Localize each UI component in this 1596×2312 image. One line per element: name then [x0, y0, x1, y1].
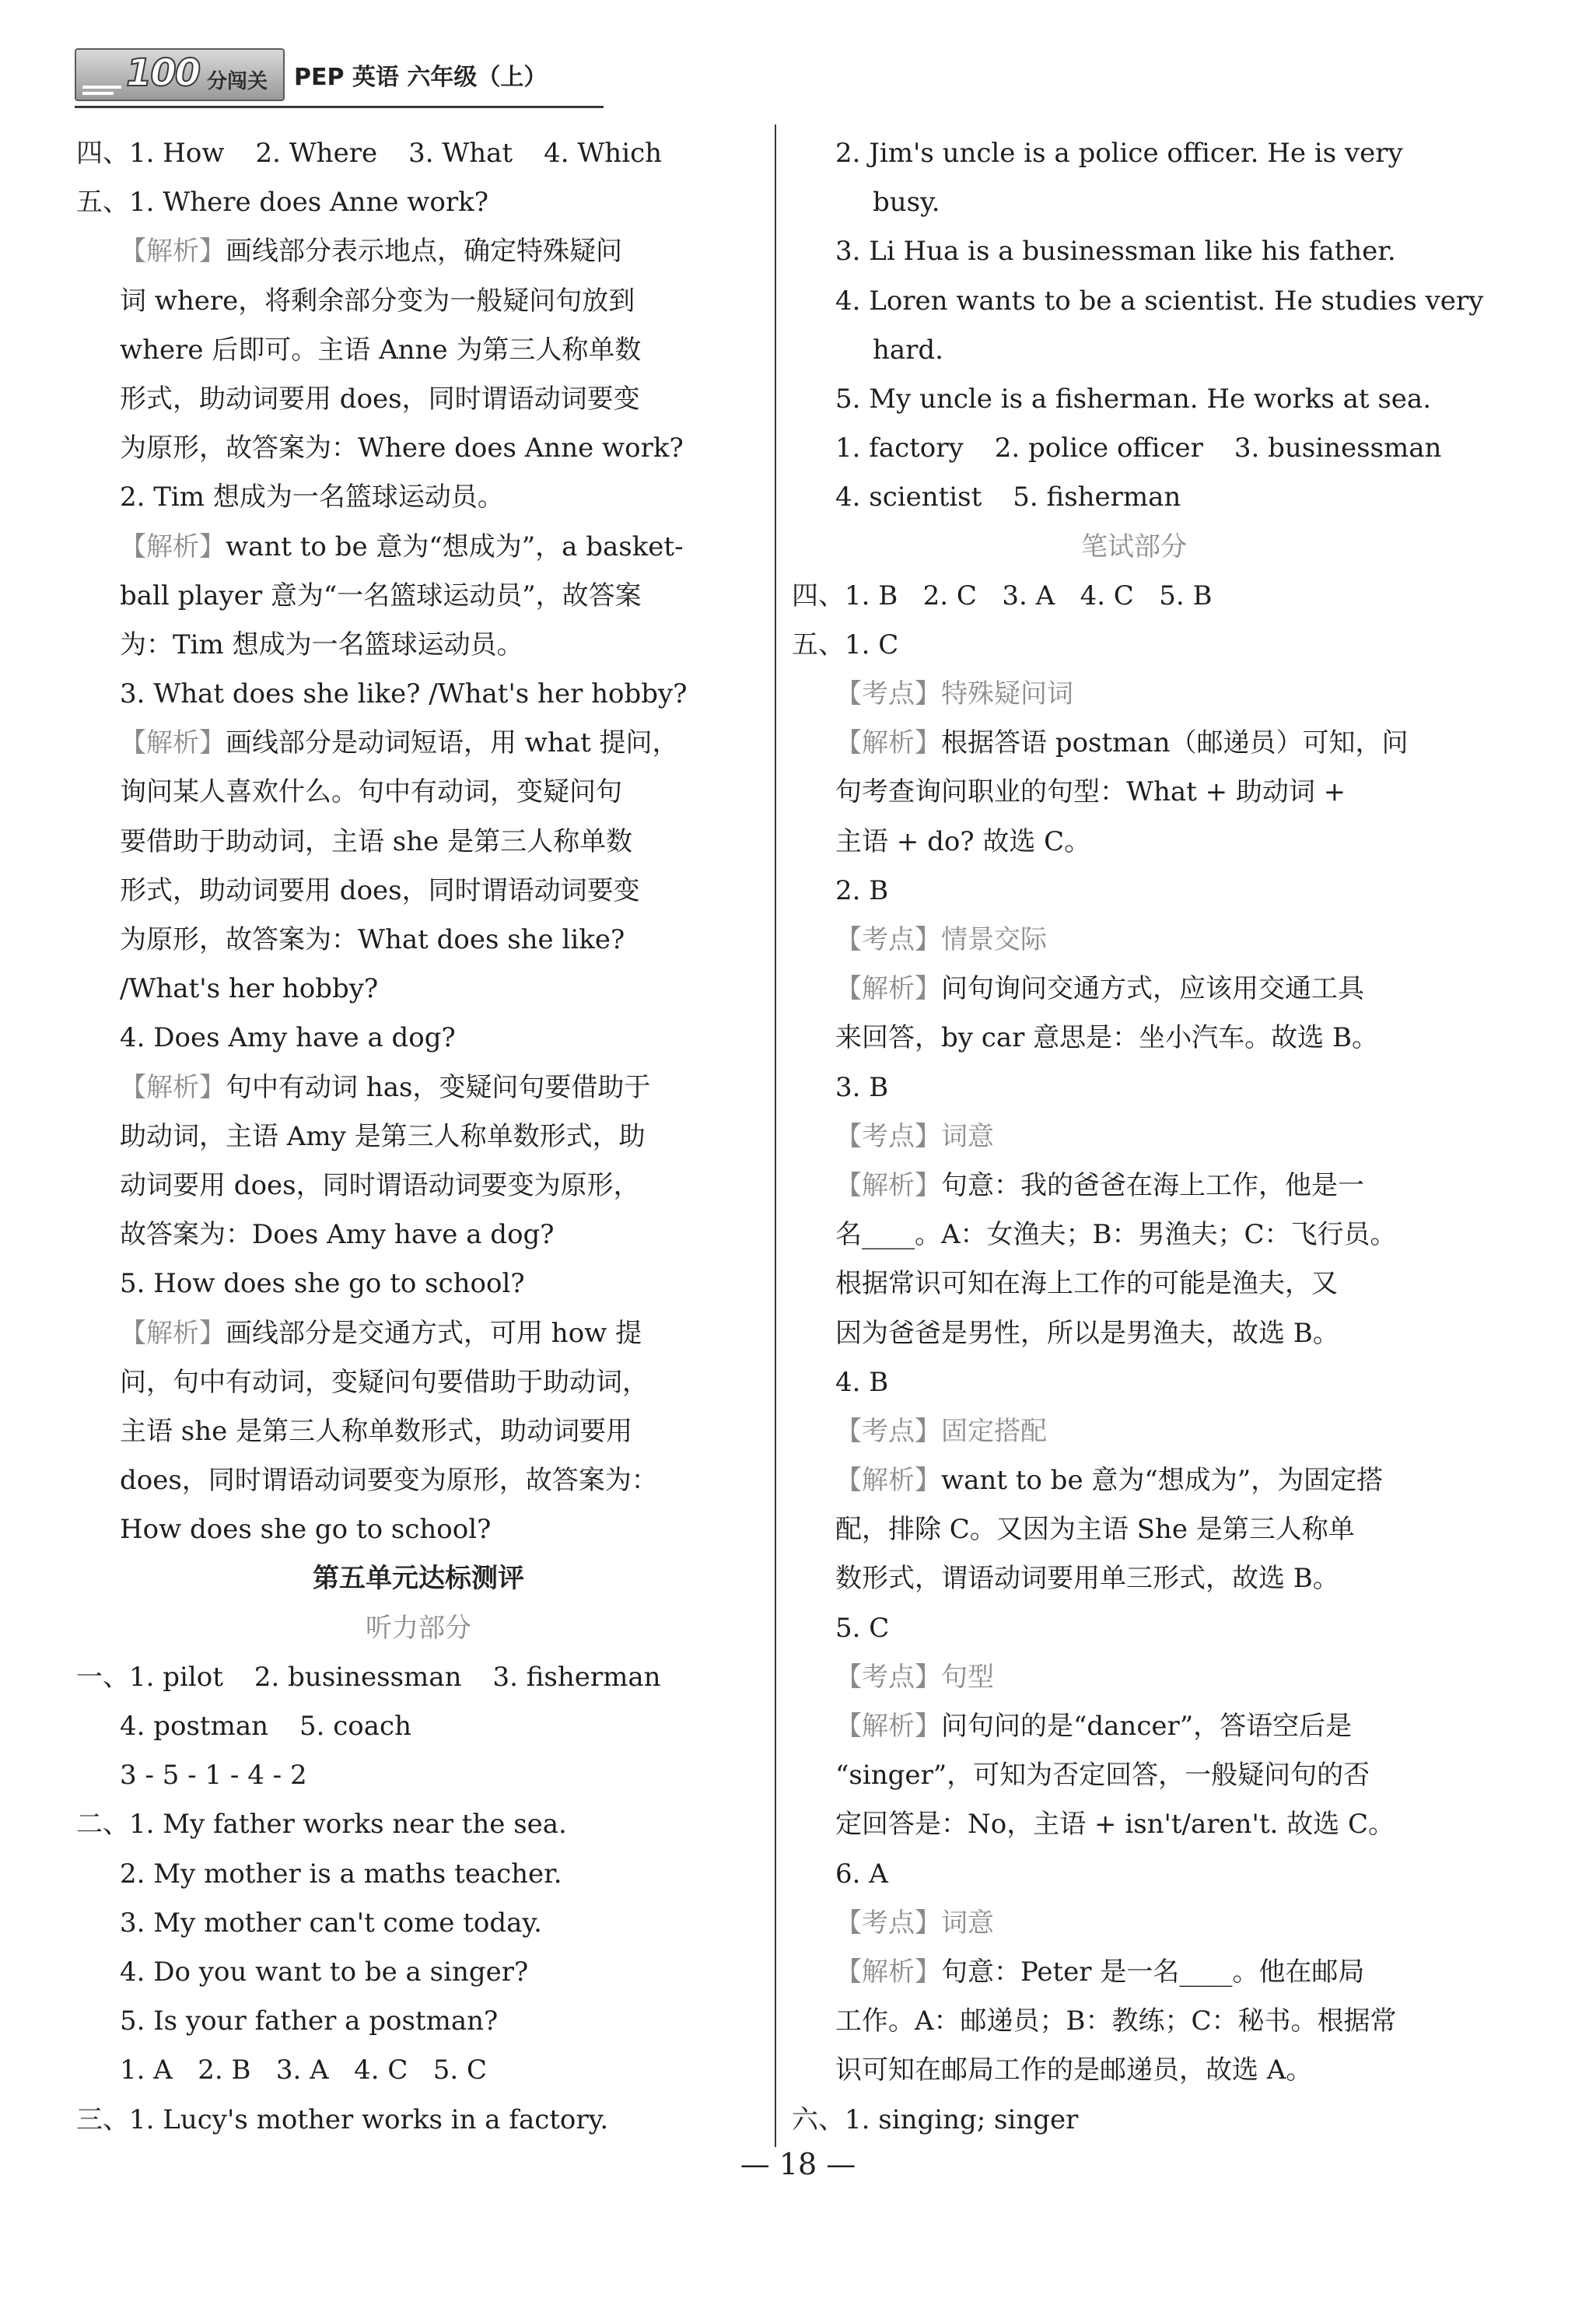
explanation-line: does，同时谓语动词要变为原形，故答案为： [120, 1465, 658, 1497]
explanation-line: where 后即可。主语 Anne 为第三人称单数 [120, 334, 642, 366]
explanation-line: 句考查询问职业的句型：What + 助动词 + [835, 776, 1346, 808]
answer-line: 4. Do you want to be a singer? [120, 1956, 529, 1988]
right-column [792, 129, 1484, 2145]
explanation-line: 识可知在邮局工作的是邮递员，故选 A。 [835, 2055, 1313, 2086]
column-divider [775, 124, 776, 2147]
explanation-line: 【解析】want to be 意为“想成为”，为固定搭 [835, 1465, 1384, 1497]
explanation-line: How does she go to school? [120, 1514, 492, 1546]
answer-line: busy. [873, 187, 940, 219]
explanation-line: 【解析】问句问的是“dancer”，答语空后是 [835, 1711, 1353, 1742]
answer-line: 3. What does she like? /What's her hobby? [120, 678, 688, 710]
answer-line: 5. Is your father a postman? [120, 2005, 499, 2037]
explanation-line: 形式，助动词要用 does，同时谓语动词要变 [120, 383, 640, 415]
explanation-line: 【解析】want to be 意为“想成为”，a basket- [120, 531, 684, 562]
exam-point-line: 【考点】特殊疑问词 [835, 678, 1073, 710]
explanation-line: 形式，助动词要用 does，同时谓语动词要变 [120, 874, 640, 906]
header-rule [75, 106, 604, 108]
answer-line: 5. How does she go to school? [120, 1268, 525, 1300]
answer-line: 2. Tim 想成为一名篮球运动员。 [120, 482, 504, 513]
explanation-line: 【解析】根据答语 postman（邮递员）可知，问 [835, 727, 1409, 759]
logo-stripe [82, 92, 114, 95]
explanation-line: 为原形，故答案为：What does she like? [120, 924, 625, 955]
left-column [76, 129, 761, 2145]
explanation-line: 【解析】画线部分是动词短语，用 what 提问， [120, 727, 679, 759]
section-title-listening: 听力部分 [366, 1612, 471, 1644]
explanation-line: “singer”，可知为否定回答，一般疑问句的否 [835, 1760, 1370, 1792]
explanation-line: 故答案为：Does Amy have a dog? [120, 1219, 555, 1251]
explanation-line: 主语 + do? 故选 C。 [835, 825, 1091, 857]
explanation-line: 根据常识可知在海上工作的可能是渔夫，又 [835, 1268, 1338, 1300]
answer-line: hard. [873, 334, 943, 366]
explanation-line: 因为爸爸是男性，所以是男渔夫，故选 B。 [835, 1317, 1339, 1349]
exam-point-line: 【考点】句型 [835, 1661, 994, 1693]
explanation-line: 【解析】句意：Peter 是一名____。他在邮局 [835, 1956, 1365, 1988]
exam-point-line: 【考点】固定搭配 [835, 1415, 1047, 1447]
explanation-line: 数形式，谓语动词要用单三形式，故选 B。 [835, 1563, 1339, 1595]
answer-line: 五、1. Where does Anne work? [76, 187, 488, 219]
answer-line: 5. C [835, 1612, 890, 1644]
explanation-line: 动词要用 does，同时谓语动词要变为原形， [120, 1169, 640, 1201]
answer-line: 6. A [835, 1858, 888, 1890]
answer-line: 2. B [835, 874, 889, 906]
answer-line: 六、1. singing; singer [792, 2104, 1079, 2135]
answer-line: 四、1. How 2. Where 3. What 4. Which [76, 138, 663, 169]
explanation-line: 要借助于助动词，主语 she 是第三人称单数 [120, 825, 633, 857]
page-number: — 18 — [740, 2147, 856, 2181]
answer-line: 四、1. B 2. C 3. A 4. C 5. B [792, 580, 1213, 611]
answer-line: 三、1. Lucy's mother works in a factory. [76, 2104, 609, 2135]
answer-line: 2. Jim's uncle is a police officer. He is very [835, 138, 1403, 169]
logo-suffix: 分闯关 [207, 70, 268, 93]
explanation-line: 配，排除 C。又因为主语 She 是第三人称单 [835, 1514, 1355, 1546]
answer-line: 4. postman 5. coach [120, 1711, 411, 1742]
answer-line: 1. factory 2. police officer 3. businessman [835, 433, 1442, 464]
explanation-line: 定回答是：No，主语 + isn't/aren't. 故选 C。 [835, 1809, 1395, 1841]
explanation-line: 问，句中有动词，变疑问句要借助于助动词， [120, 1366, 649, 1398]
explanation-line: 询问某人喜欢什么。句中有动词，变疑问句 [120, 776, 622, 808]
book-title: PEP 英语 六年级（上） [294, 64, 548, 91]
answer-line: 5. My uncle is a fisherman. He works at sea. [835, 383, 1431, 415]
explanation-line: 【解析】问句询问交通方式，应该用交通工具 [835, 973, 1364, 1005]
answer-line: 五、1. C [792, 629, 899, 660]
explanation-line: 【解析】句意：我的爸爸在海上工作，他是一 [835, 1169, 1364, 1201]
explanation-line: 为原形，故答案为：Where does Anne work? [120, 433, 684, 464]
explanation-line: 【解析】画线部分表示地点，确定特殊疑问 [120, 236, 622, 268]
answer-line: 一、1. pilot 2. businessman 3. fisherman [76, 1661, 661, 1693]
logo-stripe [82, 86, 121, 89]
exam-point-line: 【考点】情景交际 [835, 924, 1047, 955]
answer-line: 4. scientist 5. fisherman [835, 482, 1181, 513]
explanation-line: 工作。A：邮递员；B：教练；C：秘书。根据常 [835, 2005, 1397, 2037]
answer-line: 4. Does Amy have a dog? [120, 1022, 456, 1054]
exam-point-line: 【考点】词意 [835, 1907, 994, 1939]
answer-line: 2. My mother is a maths teacher. [120, 1858, 562, 1890]
explanation-line: 主语 she 是第三人称单数形式，助动词要用 [120, 1415, 633, 1447]
answer-line: 二、1. My father works near the sea. [76, 1809, 567, 1841]
logo-number: 100 [126, 51, 200, 95]
answer-line: 3. B [835, 1071, 889, 1103]
explanation-line: 为：Tim 想成为一名篮球运动员。 [120, 629, 523, 660]
series-logo [75, 48, 285, 101]
explanation-line: 【解析】画线部分是交通方式，可用 how 提 [120, 1317, 642, 1349]
unit-title: 第五单元达标测评 [313, 1563, 524, 1595]
explanation-line: /What's her hobby? [120, 973, 379, 1005]
explanation-line: 助动词，主语 Amy 是第三人称单数形式，助 [120, 1120, 646, 1152]
answer-line: 3. Li Hua is a businessman like his father. [835, 236, 1396, 268]
answer-line: 3. My mother can't come today. [120, 1907, 542, 1939]
explanation-line: 名____。A：女渔夫；B：男渔夫；C：飞行员。 [835, 1219, 1397, 1251]
explanation-line: 词 where，将剩余部分变为一般疑问句放到 [120, 285, 635, 317]
exam-point-line: 【考点】词意 [835, 1120, 994, 1152]
page-header [75, 44, 604, 110]
answer-line: 3 - 5 - 1 - 4 - 2 [120, 1760, 307, 1792]
answer-line: 1. A 2. B 3. A 4. C 5. C [120, 2055, 488, 2086]
explanation-line: ball player 意为“一名篮球运动员”，故答案 [120, 580, 642, 611]
answer-line: 4. B [835, 1366, 889, 1398]
section-title-written: 笔试部分 [1081, 531, 1187, 562]
explanation-line: 【解析】句中有动词 has，变疑问句要借助于 [120, 1071, 651, 1103]
answer-line: 4. Loren wants to be a scientist. He studies very [835, 285, 1484, 317]
explanation-line: 来回答，by car 意思是：坐小汽车。故选 B。 [835, 1022, 1378, 1054]
